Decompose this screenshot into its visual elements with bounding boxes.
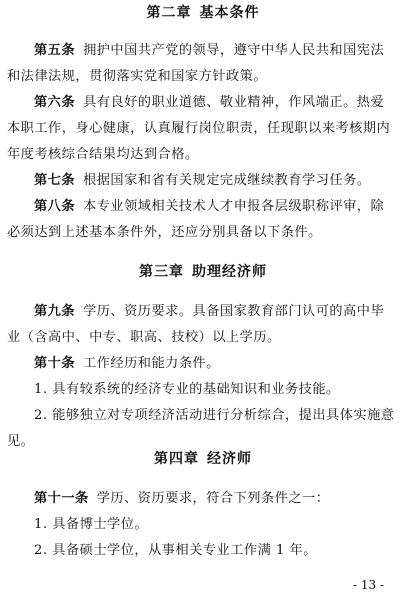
- article: [7, 351, 399, 455]
- article-text: 本专业领域相关技术人才申报各层级职称评审，除: [83, 199, 385, 214]
- chapter-title: [0, 263, 406, 281]
- article-line: [7, 90, 399, 116]
- article-line: [7, 38, 399, 64]
- article-text: 学历、资历要求。具备国家教育部门认可的高中毕: [83, 304, 385, 319]
- article-text: 拥护中国共产党的领导，遵守中华人民共和国宪法: [83, 43, 385, 58]
- list-item: 2. 能够独立对专项经济活动进行分析综合，提出具体实施意: [34, 408, 395, 423]
- article: [7, 38, 399, 90]
- article-text: 学历、资历要求，符合下列条件之一：: [96, 491, 330, 506]
- list-item: 1. 具有较系统的经济专业的基础知识和业务技能。: [34, 382, 340, 397]
- chapter-number: 第二章: [146, 5, 192, 21]
- article-label: 第七条: [34, 173, 76, 188]
- article-text: 必须达到上述基本条件外，还应分别具备以下条件。: [7, 225, 322, 240]
- article: [7, 90, 399, 168]
- article-text: 和法律法规，贯彻落实党和国家方针政策。: [7, 69, 268, 84]
- article-label: 第五条: [34, 43, 76, 58]
- article-text: 业（含高中、中专、职高、技校）以上学历。: [7, 330, 281, 345]
- chapter-title: [0, 450, 406, 468]
- article-line: [7, 168, 399, 194]
- article-label: 第十一条: [34, 491, 89, 506]
- article-label: 第九条: [34, 304, 76, 319]
- chapter-number: 第四章: [154, 451, 199, 467]
- article-line: [7, 299, 399, 325]
- article-text: 具有良好的职业道德、敬业精神，作风端正。热爱: [83, 95, 385, 110]
- article-label: 第十条: [34, 356, 76, 371]
- article-text: 工作经历和能力条件。: [83, 356, 220, 371]
- article-text: 本职工作，身心健康，认真履行岗位职责，任现职以来考核期内: [7, 121, 391, 136]
- list-item: 2. 具备硕士学位，从事相关专业工作满 1 年。: [34, 543, 317, 558]
- article-label: 第六条: [34, 95, 76, 110]
- article-text: 年度考核综合结果均达到合格。: [7, 147, 199, 162]
- list-item-continuation: 见。: [7, 434, 35, 449]
- article-line: [7, 351, 399, 377]
- page-number: - 13 -: [352, 578, 384, 592]
- chapter-title: [0, 4, 406, 22]
- article-label: 第八条: [34, 199, 76, 214]
- article: [7, 168, 399, 194]
- chapter-name: 基本条件: [199, 5, 260, 21]
- article: [7, 299, 399, 351]
- chapter-name: 经济师: [207, 451, 252, 467]
- article-text: 根据国家和省有关规定完成继续教育学习任务。: [83, 173, 371, 188]
- chapter-number: 第三章: [139, 264, 184, 280]
- list-item: 1. 具备博士学位。: [34, 517, 149, 532]
- article-line: [7, 486, 399, 512]
- article: [7, 486, 399, 564]
- chapter-name: 助理经济师: [192, 264, 267, 280]
- article-line: [7, 194, 399, 220]
- article: [7, 194, 399, 246]
